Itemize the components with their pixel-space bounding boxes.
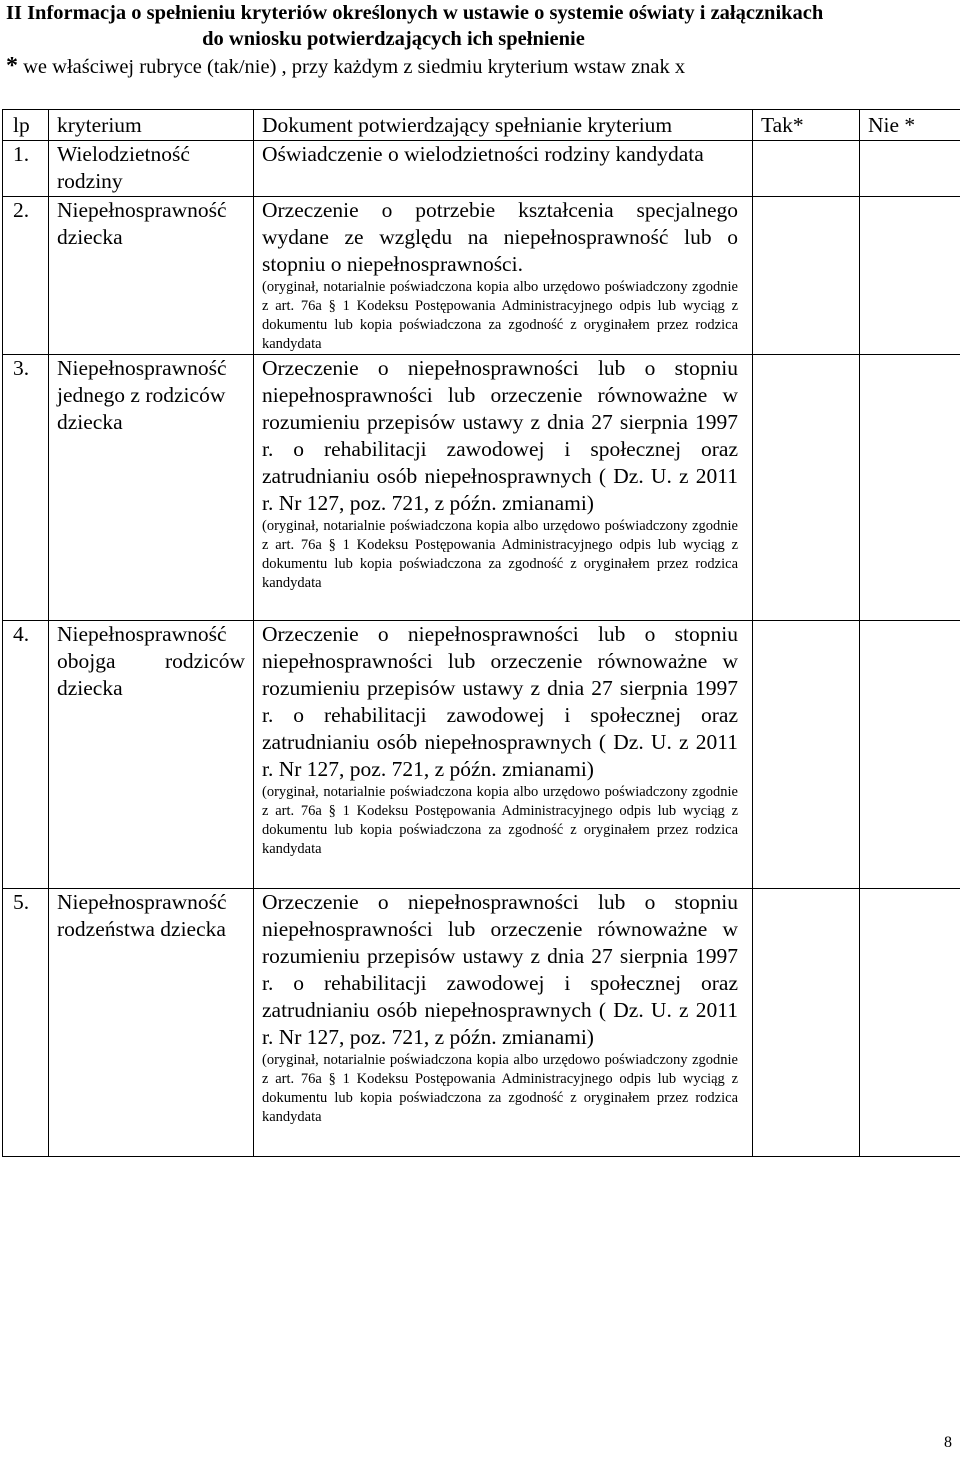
row-note: (oryginał, notarialnie poświadczona kopia albo urzędowo poświadczony zgodnie z art. 76a § 1 Kodeksu Postępowania Administracyjnego odpis lub wyciąg z dokumentu lub kopia poświadczona za zgodność z oryginałem przez rodzica kandydata (262, 784, 738, 857)
table-header-row (3, 110, 960, 141)
header-lp: lp (3, 110, 49, 141)
page-number: 8 (944, 1434, 952, 1451)
row-lp: 2. (3, 197, 49, 355)
row-dokument: Orzeczenie o niepełnosprawności lub o stopniu niepełnosprawności lub orzeczenie równoważne w rozumieniu przepisów ustawy z dnia 27 sierpnia 1997 r. o rehabilitacji zawodowej i społecznej oraz zatrudnianiu osób niepełnosprawnych ( Dz. U. z 2011 r. Nr 127, poz. 721, z późn. zmianami) (262, 890, 738, 1049)
header-tak: Tak* (753, 110, 860, 141)
table-row (3, 355, 960, 621)
checkbox-cell-nie[interactable] (860, 889, 960, 1157)
row-lp: 5. (3, 889, 49, 1157)
page-heading (6, 0, 956, 81)
table-row (3, 889, 960, 1157)
checkbox-cell-nie[interactable] (860, 621, 960, 889)
row-kryterium: Niepełnosprawność dziecka (49, 197, 254, 355)
table-row (3, 197, 960, 355)
checkbox-cell-tak[interactable] (753, 141, 860, 197)
checkbox-cell-tak[interactable] (753, 197, 860, 355)
checkbox-cell-tak[interactable] (753, 621, 860, 889)
heading-title-line1: II Informacja o spełnieniu kryteriów określonych w ustawie o systemie oświaty i załącznikach (6, 2, 824, 24)
table-row (3, 621, 960, 889)
table-row (3, 141, 960, 197)
row-lp: 3. (3, 355, 49, 621)
asterisk-mark: * (6, 53, 18, 79)
row-dokument: Orzeczenie o potrzebie kształcenia specjalnego wydane ze względu na niepełnosprawność lub o stopniu o niepełnosprawności. (262, 198, 738, 276)
heading-instruction (6, 52, 956, 81)
row-note: (oryginał, notarialnie poświadczona kopia albo urzędowo poświadczony zgodnie z art. 76a § 1 Kodeksu Postępowania Administracyjnego odpis lub wyciąg z dokumentu lub kopia poświadczona za zgodność z oryginałem przez rodzica kandydata (262, 279, 738, 352)
row-dokument: Oświadczenie o wielodzietności rodziny kandydata (262, 142, 704, 166)
row-kryterium: Niepełnosprawność rodzeństwa dziecka (49, 889, 254, 1157)
criteria-table (2, 109, 960, 1157)
heading-instruction-text: we właściwej rubryce (tak/nie) , przy każdym z siedmiu kryterium wstaw znak x (18, 56, 686, 78)
row-note: (oryginał, notarialnie poświadczona kopia albo urzędowo poświadczony zgodnie z art. 76a § 1 Kodeksu Postępowania Administracyjnego odpis lub wyciąg z dokumentu lub kopia poświadczona za zgodność z oryginałem przez rodzica kandydata (262, 1052, 738, 1125)
row-note: (oryginał, notarialnie poświadczona kopia albo urzędowo poświadczony zgodnie z art. 76a § 1 Kodeksu Postępowania Administracyjnego odpis lub wyciąg z dokumentu lub kopia poświadczona za zgodność z oryginałem przez rodzica kandydata (262, 518, 738, 591)
checkbox-cell-nie[interactable] (860, 141, 960, 197)
row-dokument: Orzeczenie o niepełnosprawności lub o stopniu niepełnosprawności lub orzeczenie równoważne w rozumieniu przepisów ustawy z dnia 27 sierpnia 1997 r. o rehabilitacji zawodowej i społecznej oraz zatrudnianiu osób niepełnosprawnych ( Dz. U. z 2011 r. Nr 127, poz. 721, z późn. zmianami) (262, 622, 738, 781)
row-kryterium: Wielodzietność rodziny (49, 141, 254, 197)
row-lp: 1. (3, 141, 49, 197)
heading-title-line2: do wniosku potwierdzających ich spełnienie (202, 28, 585, 50)
header-dokument: Dokument potwierdzający spełnianie kryterium (254, 110, 753, 141)
checkbox-cell-tak[interactable] (753, 355, 860, 621)
row-lp: 4. (3, 621, 49, 889)
row-kryterium: Niepełnosprawność obojga rodziców dziecka (49, 621, 254, 889)
header-kryterium: kryterium (49, 110, 254, 141)
checkbox-cell-nie[interactable] (860, 355, 960, 621)
header-nie: Nie * (860, 110, 960, 141)
row-kryterium: Niepełnosprawność jednego z rodziców dziecka (49, 355, 254, 621)
row-dokument: Orzeczenie o niepełnosprawności lub o stopniu niepełnosprawności lub orzeczenie równoważne w rozumieniu przepisów ustawy z dnia 27 sierpnia 1997 r. o rehabilitacji zawodowej i społecznej oraz zatrudnianiu osób niepełnosprawnych ( Dz. U. z 2011 r. Nr 127, poz. 721, z późn. zmianami) (262, 356, 738, 515)
checkbox-cell-nie[interactable] (860, 197, 960, 355)
checkbox-cell-tak[interactable] (753, 889, 860, 1157)
